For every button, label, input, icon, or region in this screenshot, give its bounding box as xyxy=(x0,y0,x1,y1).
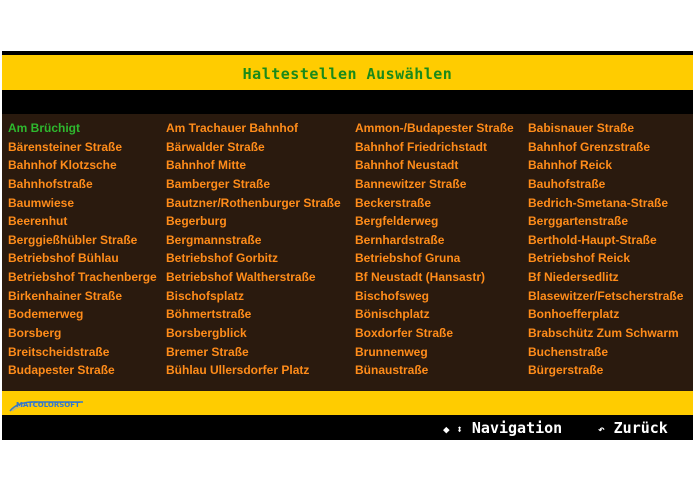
stop-item[interactable]: Bahnhof Klotzsche xyxy=(8,158,117,173)
header-separator xyxy=(2,90,693,114)
stop-column-2 xyxy=(166,119,341,380)
stop-item[interactable]: Bahnhof Friedrichstadt xyxy=(355,139,488,154)
stop-item[interactable]: Bonhoefferplatz xyxy=(528,307,620,322)
stop-item[interactable]: Birkenhainer Straße xyxy=(8,288,123,303)
stop-item[interactable]: Beckerstraße xyxy=(355,195,432,210)
stop-item[interactable]: Bahnhof Mitte xyxy=(166,158,246,173)
navigation-label: Navigation xyxy=(471,419,563,437)
stop-item[interactable]: Bahnhof Grenzstraße xyxy=(528,139,651,154)
stop-item[interactable]: Bf Niedersedlitz xyxy=(528,270,619,285)
arrow-keys-icon: ◆ ⬍ xyxy=(443,423,463,436)
stop-item[interactable]: Bauhofstraße xyxy=(528,176,606,191)
stop-item[interactable]: Bärensteiner Straße xyxy=(8,139,123,154)
stop-item[interactable]: Bergfelderweg xyxy=(355,214,439,229)
logo-text: MATCOLORSOFT xyxy=(16,401,80,409)
stop-item[interactable]: Breitscheidstraße xyxy=(8,344,110,359)
stop-item[interactable]: Blasewitzer/Fetscherstraße xyxy=(528,288,684,303)
stop-item[interactable]: Boxdorfer Straße xyxy=(355,326,454,341)
back-button[interactable] xyxy=(598,419,668,437)
stop-item[interactable]: Bautzner/Rothenburger Straße xyxy=(166,195,341,210)
stop-item[interactable]: Berthold-Haupt-Straße xyxy=(528,232,657,247)
stop-item[interactable]: Böhmertstraße xyxy=(166,307,252,322)
stop-item[interactable]: Babisnauer Straße xyxy=(528,121,635,135)
stop-item[interactable]: Bergmannstraße xyxy=(166,232,262,247)
company-logo xyxy=(8,399,88,413)
stop-item[interactable]: Brunnenweg xyxy=(355,344,428,359)
stop-item[interactable]: Borsbergblick xyxy=(166,326,247,341)
page-title: Haltestellen Auswählen xyxy=(242,65,453,83)
stop-item[interactable]: Bedrich-Smetana-Straße xyxy=(528,195,669,210)
stop-column-1 xyxy=(8,119,157,380)
stop-item[interactable]: Betriebshof Bühlau xyxy=(8,251,119,266)
title-bar xyxy=(2,53,693,92)
stop-item[interactable]: Betriebshof Reick xyxy=(528,251,631,266)
stop-item[interactable]: Bremer Straße xyxy=(166,344,249,359)
stop-item[interactable]: Betriebshof Gruna xyxy=(355,251,461,266)
stop-item[interactable]: Bodemerweg xyxy=(8,307,84,322)
stop-column-4 xyxy=(528,119,683,380)
stop-item[interactable]: Bahnhofstraße xyxy=(8,176,93,191)
stop-item[interactable]: Beerenhut xyxy=(8,214,68,229)
stop-item[interactable]: Bf Neustadt (Hansastr) xyxy=(355,270,486,285)
stop-item[interactable]: Bamberger Straße xyxy=(166,176,271,191)
stop-item[interactable]: Bischofsplatz xyxy=(166,288,245,303)
stop-item[interactable]: Ammon-/Budapester Straße xyxy=(355,121,514,135)
stop-item[interactable]: Berggartenstraße xyxy=(528,214,629,229)
navigation-bar xyxy=(2,415,693,440)
stop-item[interactable]: Bahnhof Reick xyxy=(528,158,613,173)
navigation-hint[interactable] xyxy=(443,419,562,437)
stop-item[interactable]: Betriebshof Waltherstraße xyxy=(166,270,316,285)
stop-item[interactable]: Borsberg xyxy=(8,326,62,341)
stop-item[interactable]: Brabschütz Zum Schwarm xyxy=(528,326,679,341)
back-label: Zurück xyxy=(613,419,668,437)
app-screen xyxy=(2,51,693,440)
stop-item[interactable]: Am Trachauer Bahnhof xyxy=(166,121,299,135)
stop-item[interactable]: Berggießhübler Straße xyxy=(8,232,138,247)
stop-item[interactable]: Bärwalder Straße xyxy=(166,139,265,154)
stop-item[interactable]: Begerburg xyxy=(166,214,227,229)
stop-item[interactable]: Budapester Straße xyxy=(8,363,115,378)
stop-item[interactable]: Bünaustraße xyxy=(355,363,429,378)
stop-item[interactable]: Betriebshof Gorbitz xyxy=(166,251,279,266)
stop-item[interactable]: Bischofsweg xyxy=(355,288,430,303)
stop-item[interactable]: Bürgerstraße xyxy=(528,363,604,378)
stop-list xyxy=(2,114,693,391)
stop-item[interactable]: Bernhardstraße xyxy=(355,232,445,247)
stop-item[interactable]: Bühlau Ullersdorfer Platz xyxy=(166,363,310,378)
stop-item[interactable]: Betriebshof Trachenberge xyxy=(8,270,157,285)
stop-item[interactable]: Buchenstraße xyxy=(528,344,609,359)
stop-column-3 xyxy=(355,119,514,380)
stop-item[interactable]: Am Brüchigt xyxy=(8,121,80,135)
stop-item[interactable]: Bannewitzer Straße xyxy=(355,176,467,191)
stop-item[interactable]: Bönischplatz xyxy=(355,307,430,322)
stop-item[interactable]: Bahnhof Neustadt xyxy=(355,158,459,173)
stop-item[interactable]: Baumwiese xyxy=(8,195,75,210)
back-arrow-icon: ↶ xyxy=(598,423,605,436)
logo-bar xyxy=(2,391,693,415)
